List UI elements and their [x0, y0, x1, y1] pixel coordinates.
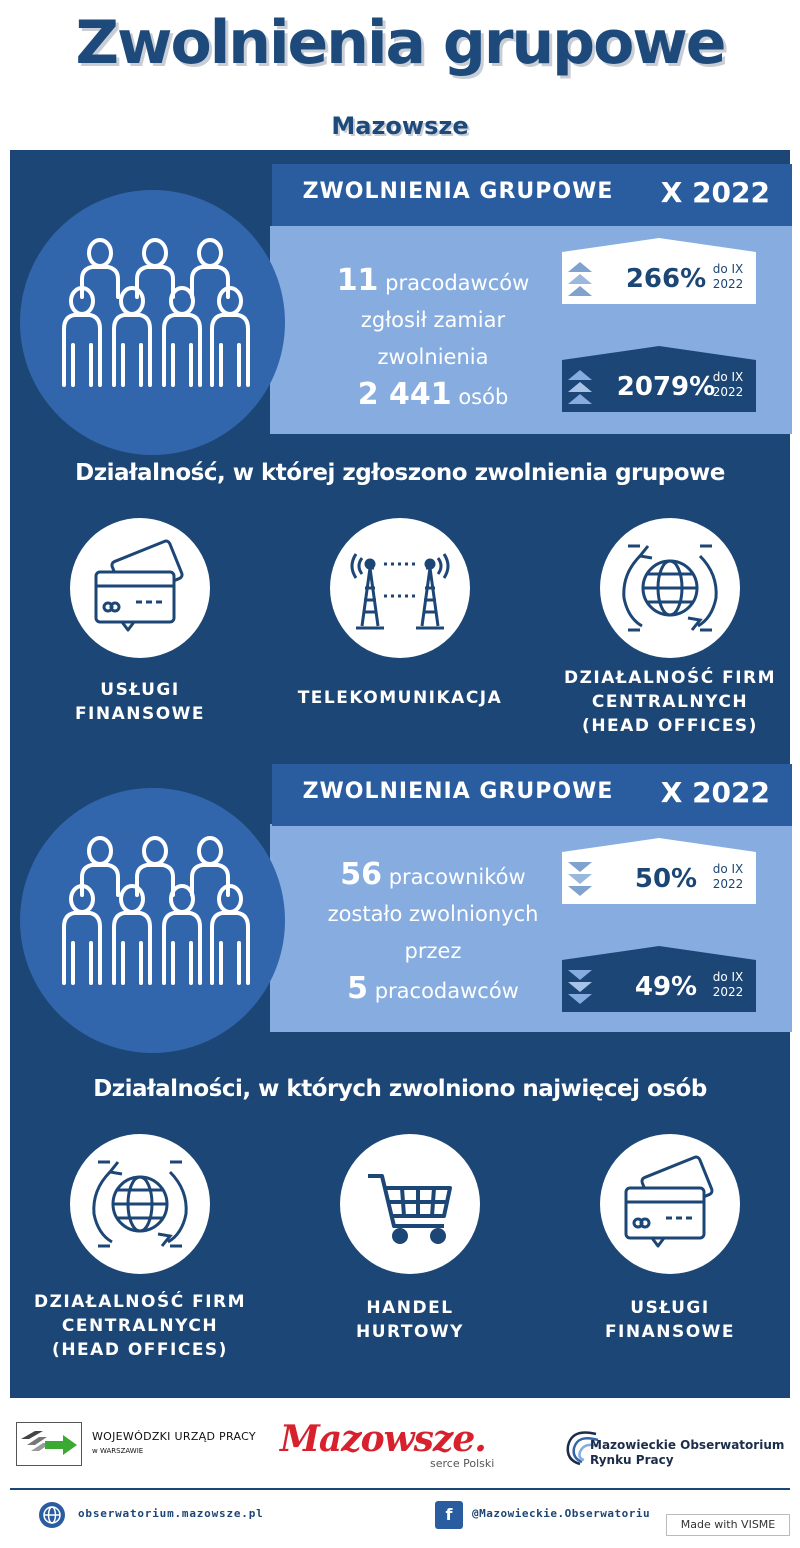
activity-label-3: DZIAŁALNOŚĆ FIRM CENTRALNYCH (HEAD OFFICES) [563, 668, 777, 736]
change-ref-4: do IX 2022 [712, 970, 744, 999]
activity-icon-circle-4 [70, 1134, 210, 1274]
people-group-icon [60, 235, 250, 395]
stat-line-2b: zostało zwolnionych [327, 902, 539, 926]
change-value-3: 50% [634, 864, 698, 894]
facebook-link[interactable]: @Mazowieckie.Obserwatoriu [472, 1507, 651, 1520]
page-subtitle: Mazowsze [331, 112, 469, 140]
change-badge-1 [562, 238, 756, 304]
activity-label-1: USŁUGI FINANSOWE [74, 680, 206, 724]
stat-line-2: zgłosił zamiar [360, 308, 506, 332]
main-content [10, 150, 790, 1398]
section-bar-1 [272, 164, 792, 226]
stat-line-3b: przez [404, 939, 462, 963]
change-ref-3: do IX 2022 [712, 862, 744, 891]
change-value-2: 2079% [616, 372, 716, 402]
stat-line-3: zwolnienia [377, 345, 489, 369]
activities-heading-2: Działalności, w których zwolniono najwięcej osób [93, 1076, 707, 1102]
activity-icon-circle-1 [70, 518, 210, 658]
section-period-2: X 2022 [660, 776, 770, 809]
globe-icon [70, 1134, 210, 1274]
section-title-2: ZWOLNIENIA GRUPOWE [302, 779, 614, 804]
credit-card-icon [70, 518, 210, 658]
section-bar-2 [272, 764, 792, 826]
globe-icon [600, 518, 740, 658]
facebook-icon[interactable]: f [435, 1501, 463, 1529]
change-badge-2 [562, 346, 756, 412]
activity-icon-circle-3 [600, 518, 740, 658]
persons-label: osób [458, 385, 509, 409]
activity-icon-circle-2 [330, 518, 470, 658]
section-title-1: ZWOLNIENIA GRUPOWE [302, 179, 614, 204]
wup-city: w WARSZAWIE [92, 1447, 144, 1455]
change-ref-2: do IX 2022 [712, 370, 744, 399]
telecom-tower-icon [330, 518, 470, 658]
employers-count-2: 5 [347, 971, 368, 1006]
activities-heading-1: Działalność, w której zgłoszono zwolnienia grupowe [75, 460, 725, 486]
mazowsze-tagline: serce Polski [430, 1457, 495, 1470]
change-value-1: 266% [625, 264, 707, 294]
shopping-cart-icon [340, 1134, 480, 1274]
credit-card-icon [600, 1134, 740, 1274]
people-circle-2 [20, 788, 285, 1053]
mazowsze-logo: Mazowsze. [280, 1418, 486, 1460]
section-period-1: X 2022 [660, 176, 770, 209]
globe-icon [38, 1501, 66, 1529]
website-link[interactable]: obserwatorium.mazowsze.pl [78, 1507, 264, 1520]
wup-logo [16, 1422, 82, 1466]
activity-label-6: USŁUGI FINANSOWE [604, 1298, 736, 1342]
employers-label: pracodawców [385, 271, 530, 295]
change-badge-3 [562, 838, 756, 904]
dismissed-label: pracowników [388, 865, 526, 889]
employers-label-2: pracodawców [374, 979, 519, 1003]
persons-count: 2 441 [357, 377, 452, 412]
change-ref-1: do IX 2022 [712, 262, 744, 291]
made-with-visme-badge[interactable]: Made with VISME [666, 1514, 790, 1536]
stats-text-1 [308, 262, 558, 416]
dismissed-count: 56 [340, 857, 383, 892]
logos-strip [10, 1398, 790, 1488]
employers-count: 11 [336, 263, 379, 298]
change-value-4: 49% [634, 972, 698, 1002]
wup-name: WOJEWÓDZKI URZĄD PRACY [92, 1430, 256, 1443]
activity-label-5: HANDEL HURTOWY [356, 1298, 464, 1342]
footer-bar [10, 1488, 790, 1538]
people-circle-1 [20, 190, 285, 455]
header [10, 0, 790, 150]
activity-label-2: TELEKOMUNIKACJA [297, 688, 503, 708]
stats-text-2 [308, 856, 558, 1010]
wup-arrow-icon [17, 1423, 81, 1465]
activity-label-4: DZIAŁALNOŚĆ FIRM CENTRALNYCH (HEAD OFFICES) [33, 1292, 247, 1360]
page-title: Zwolnienia grupowe [75, 8, 725, 78]
mor-name-line1: Mazowieckie Obserwatorium [590, 1438, 785, 1452]
activity-icon-circle-6 [600, 1134, 740, 1274]
activity-icon-circle-5 [340, 1134, 480, 1274]
change-badge-4 [562, 946, 756, 1012]
people-group-icon [60, 833, 250, 993]
mor-name-line2: Rynku Pracy [590, 1453, 674, 1467]
